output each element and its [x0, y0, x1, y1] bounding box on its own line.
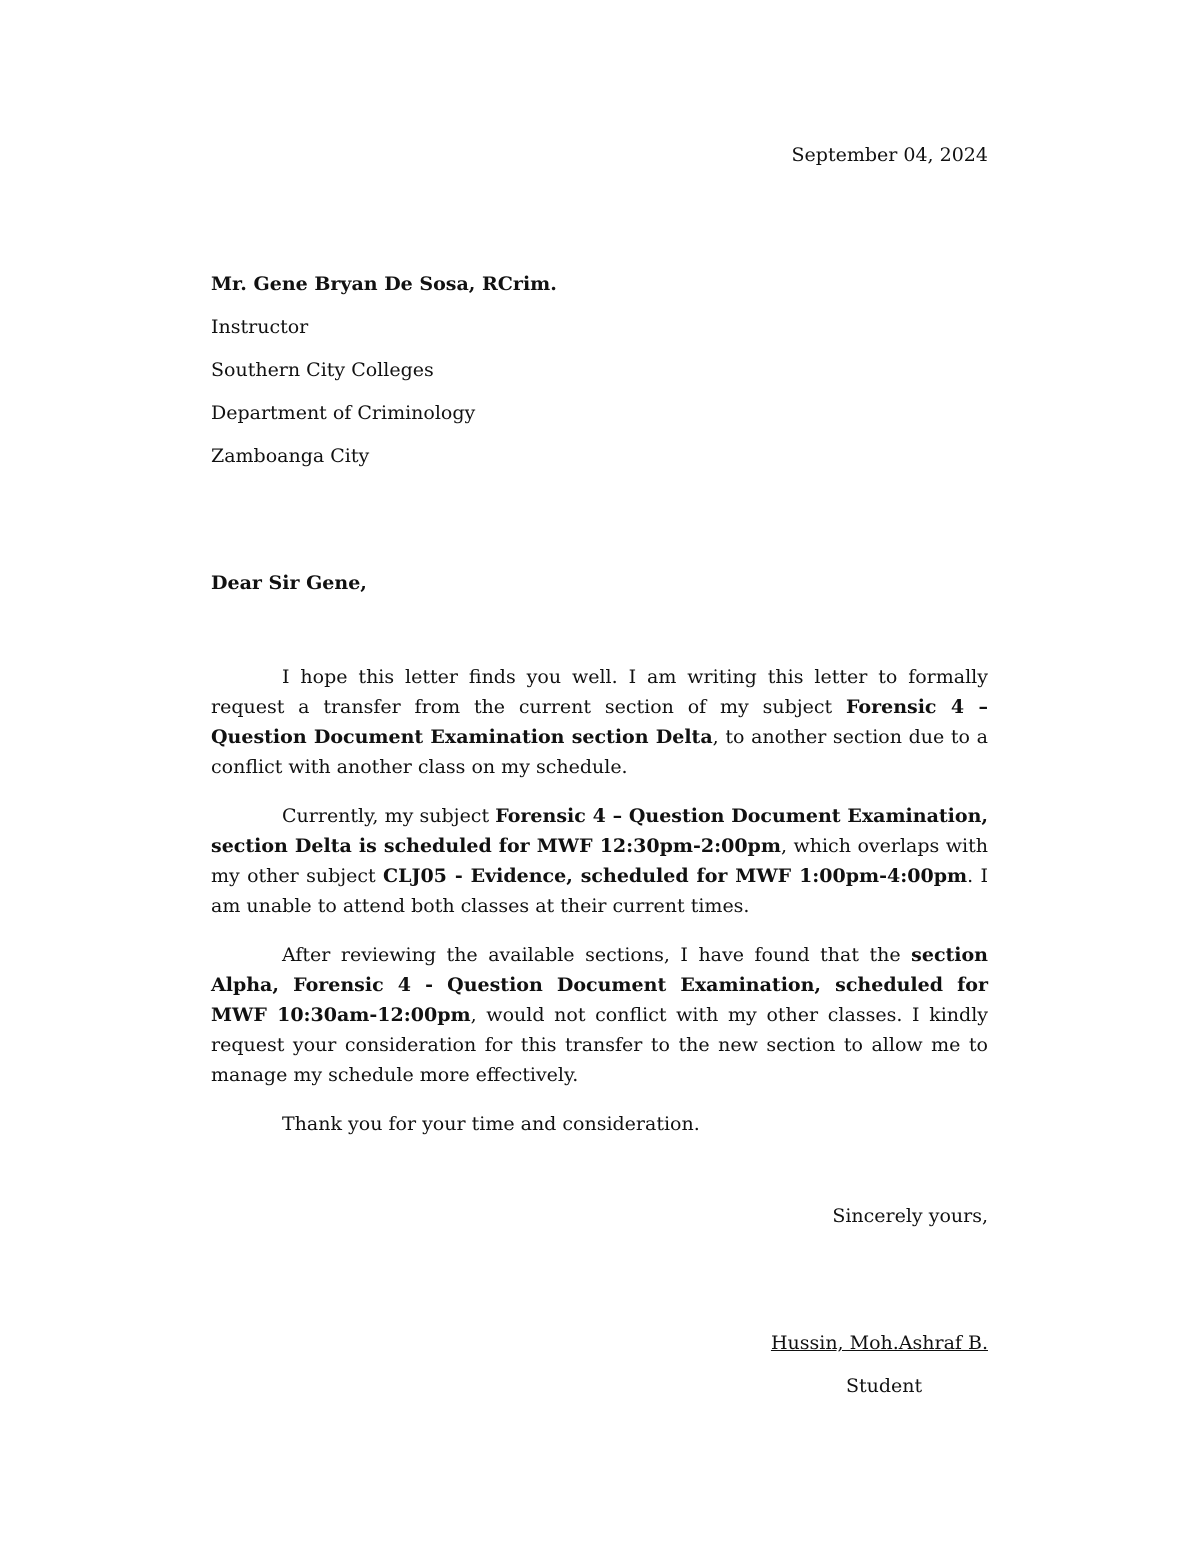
recipient-block: [211, 271, 811, 486]
salutation: Dear Sir Gene,: [211, 572, 367, 594]
recipient-school: Southern City Colleges: [211, 359, 434, 381]
letter-body: [211, 662, 988, 1158]
body-paragraph-request: [211, 940, 988, 1090]
paragraph-bold-text: Forensic 4 – Question Document Examination section Delta: [211, 696, 989, 748]
letter-date: September 04, 2024: [791, 144, 988, 166]
paragraph-bold-text: CLJ05 - Evidence, scheduled for MWF 1:00pm-4:00pm: [382, 865, 968, 887]
closing: Sincerely yours,: [832, 1205, 988, 1227]
signature-role: Student: [846, 1375, 923, 1397]
body-paragraph-thanks: [211, 1109, 988, 1139]
paragraph-text: Thank you for your time and consideration.: [282, 1113, 700, 1135]
signature-name: Hussin, Moh.Ashraf B.: [770, 1332, 988, 1354]
paragraph-text: After reviewing the available sections, I have found that the: [282, 944, 912, 966]
paragraph-text: , which overlaps with my other subject: [211, 835, 988, 887]
recipient-city: Zamboanga City: [211, 445, 370, 467]
body-paragraph-intro: [211, 662, 988, 782]
paragraph-bold-text: section Alpha, Forensic 4 - Question Document Examination, scheduled for MWF 10:30am-12:00pm: [211, 944, 988, 1026]
paragraph-text: , would not conflict with my other classes. I kindly request your consideration for this transfer to the new section to allow me to manage my schedule more effectively.: [211, 1004, 989, 1086]
body-paragraph-conflict: [211, 801, 988, 921]
paragraph-text: Currently, my subject: [282, 805, 496, 827]
paragraph-bold-text: Forensic 4 – Question Document Examination, section Delta is scheduled for MWF 12:30pm-2:00pm: [211, 805, 988, 857]
recipient-title: Instructor: [211, 316, 309, 338]
recipient-department: Department of Criminology: [211, 402, 476, 424]
recipient-name: Mr. Gene Bryan De Sosa, RCrim.: [211, 273, 557, 295]
paragraph-text: , to another section due to a conflict with another class on my schedule.: [211, 726, 988, 778]
paragraph-text: . I am unable to attend both classes at their current times.: [211, 865, 988, 917]
paragraph-text: I hope this letter finds you well. I am writing this letter to formally request a transfer from the current section of my subject: [211, 666, 988, 718]
